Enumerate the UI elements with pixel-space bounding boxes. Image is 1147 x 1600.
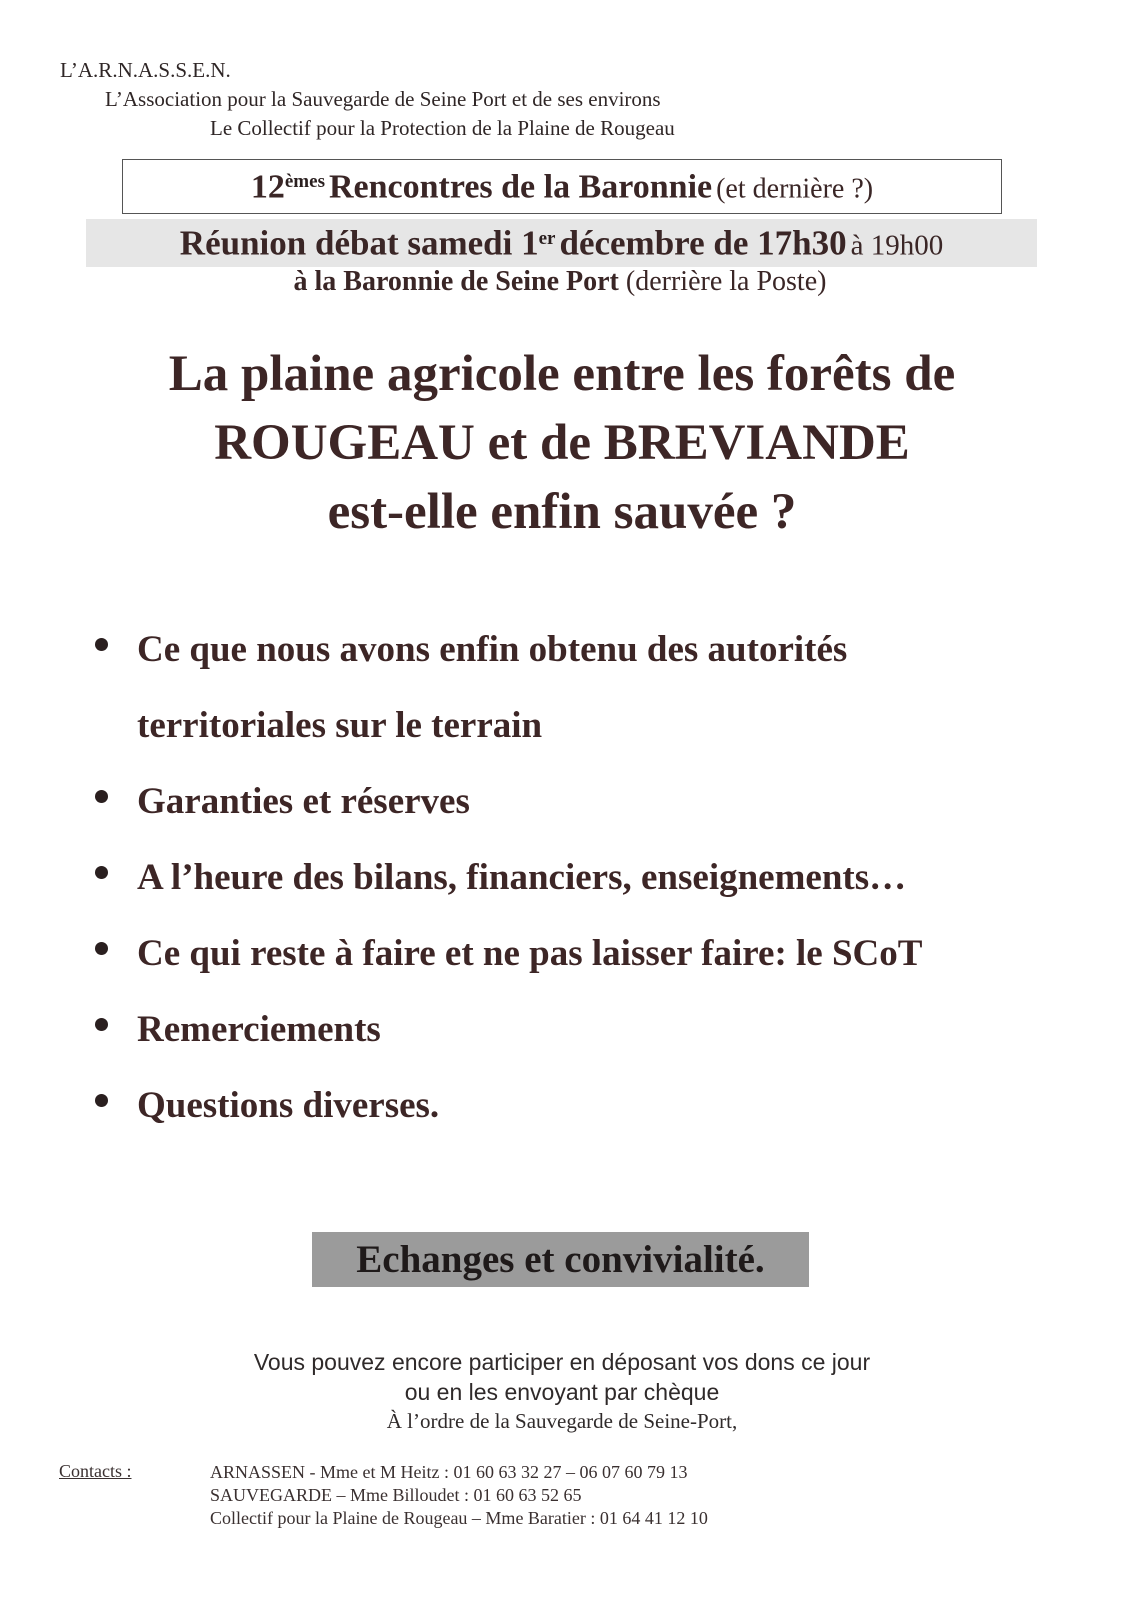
contact-entry: SAUVEGARDE – Mme Billoudet : 01 60 63 52 65 bbox=[210, 1485, 582, 1505]
contact-entry: ARNASSEN - Mme et M Heitz : 01 60 63 32 27 – 06 07 60 79 13 bbox=[210, 1462, 688, 1482]
agenda-item bbox=[95, 840, 1095, 916]
organization-sauvegarde: L’Association pour la Sauvegarde de Seine Port et de ses environs bbox=[105, 87, 661, 111]
donation-line-3: À l’ordre de la Sauvegarde de Seine-Port, bbox=[386, 1409, 738, 1433]
meeting-ordinal: er bbox=[538, 228, 556, 249]
organization-collectif: Le Collectif pour la Protection de la Plaine de Rougeau bbox=[210, 116, 675, 140]
contacts-label: Contacts : bbox=[59, 1461, 132, 1481]
highlight-banner: Echanges et convivialité. bbox=[312, 1232, 809, 1287]
edition-note: (et dernière ?) bbox=[716, 173, 874, 205]
headline-line-3: est-elle enfin sauvée ? bbox=[327, 484, 797, 540]
agenda-item-text: Questions diverses. bbox=[137, 1085, 440, 1126]
agenda-item bbox=[95, 1068, 1095, 1144]
contacts-list bbox=[210, 1461, 708, 1530]
organization-arnassen: L’A.R.N.A.S.S.E.N. bbox=[60, 58, 231, 82]
donation-line-2: ou en les envoyant par chèque bbox=[404, 1379, 720, 1405]
meeting-end: à 19h00 bbox=[850, 229, 944, 262]
headline-line-1: La plaine agricole entre les forêts de bbox=[168, 346, 956, 402]
donation-line-1: Vous pouvez encore participer en déposant vos dons ce jour bbox=[253, 1349, 871, 1375]
agenda-item bbox=[95, 992, 1095, 1068]
event-title-box bbox=[122, 159, 1002, 214]
agenda-item-text: A l’heure des bilans, financiers, enseignements… bbox=[137, 857, 907, 898]
contact-entry: Collectif pour la Plaine de Rougeau – Mme Baratier : 01 64 41 12 10 bbox=[210, 1508, 708, 1528]
agenda-item-text: Ce qui reste à faire et ne pas laisser faire: le SCoT bbox=[137, 933, 923, 974]
bullet-icon bbox=[95, 1018, 108, 1031]
bullet-icon bbox=[95, 638, 108, 651]
agenda-item-text: Remerciements bbox=[137, 1009, 381, 1050]
agenda-item bbox=[95, 916, 1095, 992]
bullet-icon bbox=[95, 790, 108, 803]
donation-notice bbox=[0, 1347, 1124, 1435]
headline-line-2: ROUGEAU et de BREVIANDE bbox=[214, 415, 910, 471]
place-note: (derrière la Poste) bbox=[625, 266, 827, 297]
agenda-item bbox=[95, 612, 1095, 764]
bullet-icon bbox=[95, 1094, 108, 1107]
meeting-date-time: décembre de 17h30 bbox=[559, 223, 847, 263]
meeting-prefix: Réunion débat samedi 1 bbox=[179, 223, 539, 263]
bullet-icon bbox=[95, 866, 108, 879]
agenda-item-text-continued: territoriales sur le terrain bbox=[137, 705, 543, 746]
meeting-place bbox=[0, 266, 1120, 298]
headline bbox=[0, 340, 1124, 547]
edition-title: Rencontres de la Baronnie bbox=[328, 168, 713, 206]
agenda-item-text: Garanties et réserves bbox=[137, 781, 470, 822]
place-name: à la Baronnie de Seine Port bbox=[293, 266, 619, 297]
edition-suffix: èmes bbox=[284, 171, 325, 192]
agenda-list bbox=[95, 612, 1095, 1144]
agenda-item bbox=[95, 764, 1095, 840]
meeting-banner bbox=[86, 219, 1037, 267]
bullet-icon bbox=[95, 942, 108, 955]
agenda-item-text: Ce que nous avons enfin obtenu des autorités bbox=[137, 629, 848, 670]
edition-number: 12 bbox=[250, 168, 285, 206]
